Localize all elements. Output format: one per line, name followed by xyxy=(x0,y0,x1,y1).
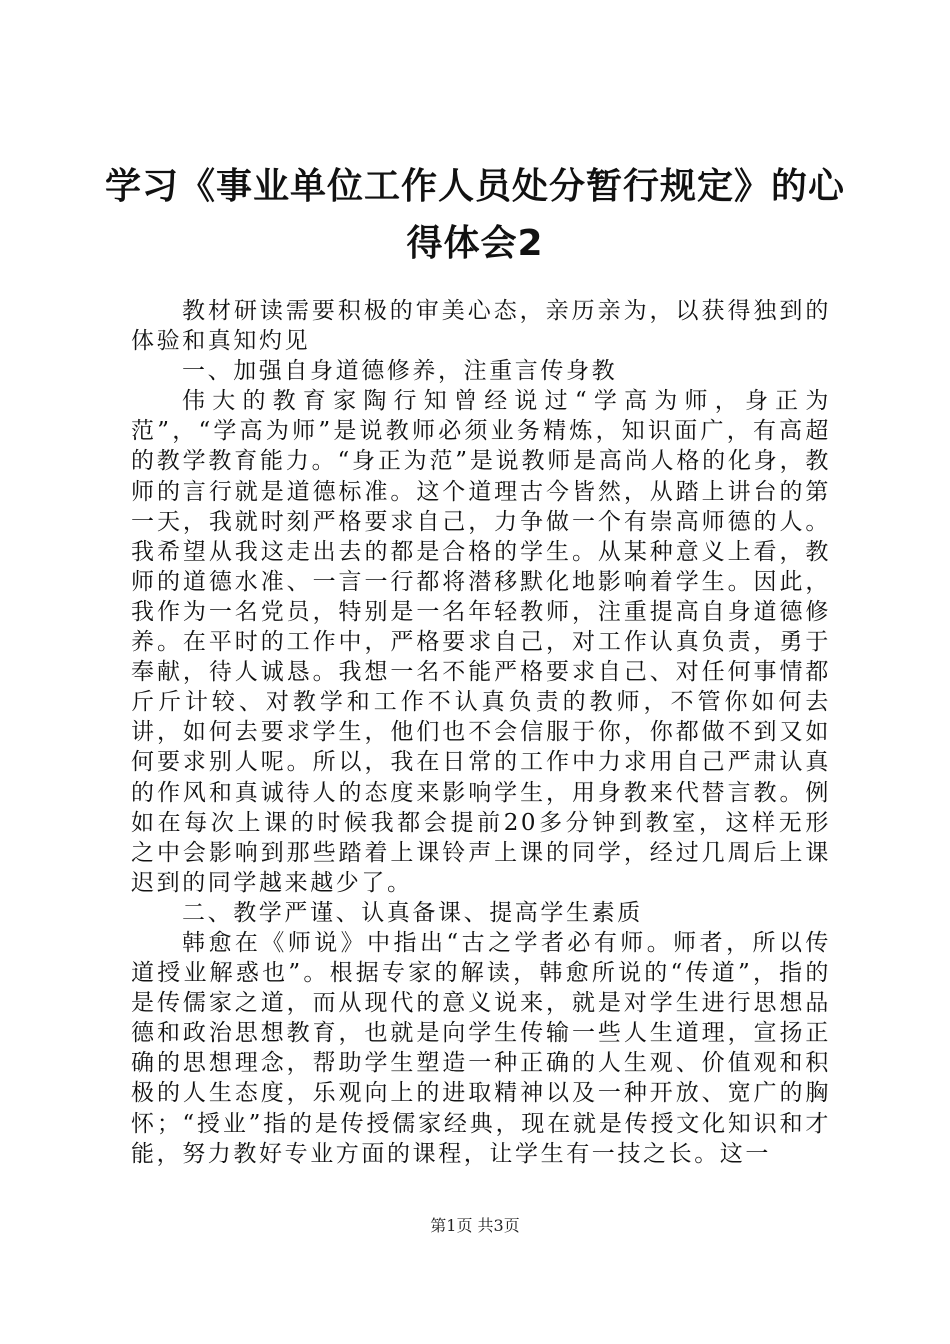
section-heading-2: 二、教学严谨、认真备课、提高学生素质 xyxy=(182,899,643,926)
document-body xyxy=(131,296,831,1169)
paragraph-intro: 教材研读需要积极的审美心态，亲历亲为，以获得独到的体验和真知灼见 xyxy=(131,298,831,355)
page-number-footer: 第1页 共3页 xyxy=(430,1216,520,1235)
paragraph-section-1: 伟大的教育家陶行知曾经说过“学高为师，身正为范”，“学高为师”是说教师必须业务精炼，知识面广，有高超的教学教育能力。“身正为范”是说教师是高尚人格的化身，教师的言行就是道德标准。这个道理古今皆然，从踏上讲台的第一天，我就时刻严格要求自己，力争做一个有崇高师德的人。我希望从我这走出去的都是合格的学生。从某种意义上看，教师的道德水准、一言一行都将潜移默化地影响着学生。因此，我作为一名党员，特别是一名年轻教师，注重提高自身道德修养。在平时的工作中，严格要求自己，对工作认真负责，勇于奉献，待人诚恳。我想一名不能严格要求自己、对任何事情都斤斤计较、对教学和工作不认真负责的教师，不管你如何去讲，如何去要求学生，他们也不会信服于你，你都做不到又如何要求别人呢。所以，我在日常的工作中力求用自己严肃认真的作风和真诚待人的态度来影响学生，用身教来代替言教。例如在每次上课的时候我都会提前20多分钟到教室，这样无形之中会影响到那些踏着上课铃声上课的同学，经过几周后上课迟到的同学越来越少了。 xyxy=(131,388,831,896)
paragraph-section-2: 韩愈在《师说》中指出“古之学者必有师。师者，所以传道授业解惑也”。根据专家的解读，韩愈所说的“传道”，指的是传儒家之道，而从现代的意义说来，就是对学生进行思想品德和政治思想教育，也就是向学生传输一些人生道理，宣扬正确的思想理念，帮助学生塑造一种正确的人生观、价值观和积极的人生态度，乐观向上的进取精神以及一种开放、宽广的胸怀；“授业”指的是传授儒家经典，现在就是传授文化知识和才能，努力教好专业方面的课程，让学生有一技之长。这一 xyxy=(131,929,831,1167)
document-title: 学习《事业单位工作人员处分暂行规定》的心得体会2 xyxy=(104,166,845,264)
section-heading-1: 一、加强自身道德修养，注重言传身教 xyxy=(182,358,618,385)
